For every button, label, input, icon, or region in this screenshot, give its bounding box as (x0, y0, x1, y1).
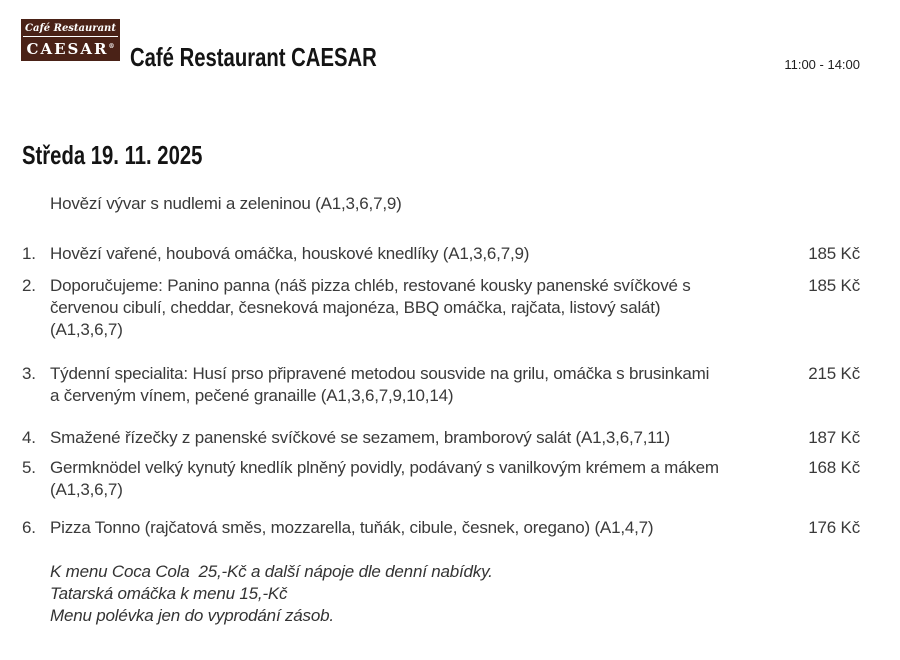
date-heading (22, 140, 253, 170)
daily-menu-list (22, 193, 860, 627)
item-text: Doporučujeme: Panino panna (náš pizza chléb, restované kousky panenské svíčkové s červenou cibulí, cheddar, česneková majonéza, BBQ omáčka, rajčata, listový salát) (A1,3,6,7) (50, 276, 691, 339)
menu-item-5 (22, 457, 860, 501)
item-number: 4. (22, 428, 36, 447)
item-number: 3. (22, 364, 36, 383)
note-drinks: K menu Coca Cola 25,-Kč a další nápoje dle denní nabídky. (50, 562, 493, 581)
item-number: 1. (22, 244, 36, 263)
registered-trademark-symbol: ® (108, 43, 115, 50)
item-text: Smažené řízečky z panenské svíčkové se sezamem, bramborový salát (A1,3,6,7,11) (50, 428, 670, 447)
menu-item-1 (22, 243, 860, 265)
menu-footnotes (22, 561, 860, 627)
item-price: 187 Kč (808, 428, 860, 447)
item-number: 2. (22, 276, 36, 295)
item-number: 5. (22, 458, 36, 477)
item-price: 185 Kč (808, 276, 860, 295)
item-price: 168 Kč (808, 458, 860, 477)
menu-item-2 (22, 275, 860, 341)
menu-item-3 (22, 363, 860, 407)
opening-hours: 11:00 - 14:00 (784, 57, 860, 72)
page-title (130, 42, 446, 72)
note-tartar-sauce: Tatarská omáčka k menu 15,-Kč (50, 584, 288, 603)
item-price: 215 Kč (808, 364, 860, 383)
logo-caesar-word: CAESAR (26, 40, 109, 58)
menu-item-6 (22, 517, 860, 539)
restaurant-logo (21, 19, 120, 61)
soup-row (22, 193, 860, 215)
item-text: Pizza Tonno (rajčatová směs, mozzarella, tuňák, cibule, česnek, oregano) (A1,4,7) (50, 518, 654, 537)
item-text: Germknödel velký kynutý knedlík plněný povidly, podávaný s vanilkovým krémem a mákem (A1,3,6,7) (50, 458, 719, 499)
item-text: Týdenní specialita: Husí prso připravené metodou sousvide na grilu, omáčka s brusinkami a červeným vínem, pečené granaille (A1,3,6,7,9,10,14) (50, 364, 710, 405)
logo-script-text: Café Restaurant (23, 23, 118, 37)
soup-text: Hovězí vývar s nudlemi a zeleninou (A1,3,6,7,9) (50, 194, 402, 213)
logo-caesar-text (27, 37, 115, 59)
date-heading-text: Středa 19. 11. 2025 (22, 140, 203, 170)
note-soup-availability: Menu polévka jen do vyprodání zásob. (50, 606, 334, 625)
item-number: 6. (22, 518, 36, 537)
page-title-text: Café Restaurant CAESAR (130, 42, 377, 72)
item-text: Hovězí vařené, houbová omáčka, houskové knedlíky (A1,3,6,7,9) (50, 244, 530, 263)
item-price: 185 Kč (808, 244, 860, 263)
menu-item-4 (22, 427, 860, 449)
item-price: 176 Kč (808, 518, 860, 537)
